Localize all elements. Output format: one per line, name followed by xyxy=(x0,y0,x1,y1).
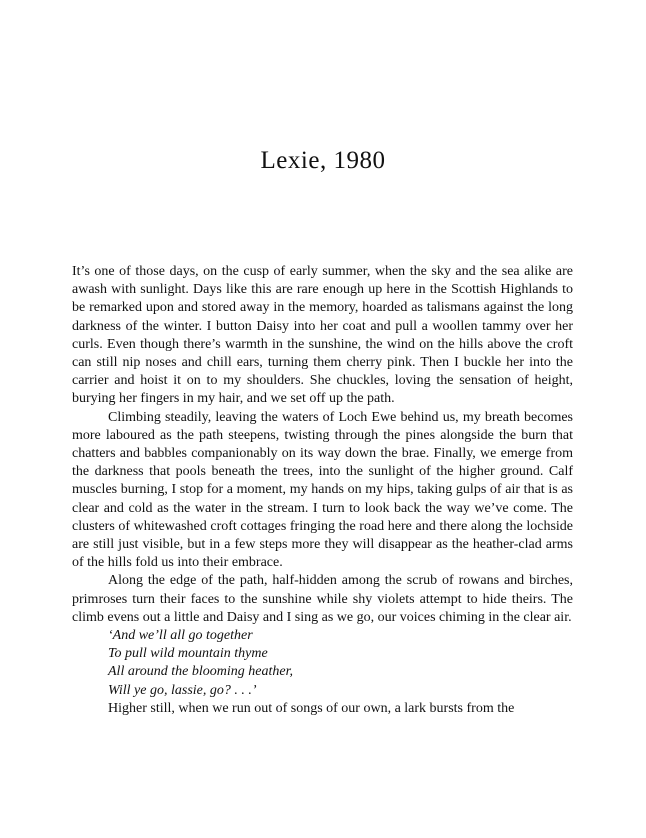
verse-line: ‘And we’ll all go together xyxy=(108,628,253,644)
paragraph-along-path: Along the edge of the path, half-hidden among the scrub of rowans and birches, primroses turn their faces to the sunshine while shy violets attempt to hide theirs. The climb evens out a little and Daisy and I sing as we go, our voices chiming in the clear air. xyxy=(72,573,573,625)
paragraph-climbing: Climbing steadily, leaving the waters of Loch Ewe behind us, my breath becomes more laboured as the path steepens, twisting through the pines alongside the burn that chatters and babbles companionably on its way down the brae. Finally, we emerge from the darkness that pools beneath the trees, into the sunlight of the higher ground. Calf muscles burning, I stop for a moment, my hands on my hips, taking gulps of air that is as clear and cold as the water in the stream. I turn to look back the way we’ve come. The clusters of whitewashed croft cottages fringing the road here and there along the lochside are still just visible, but in a few steps more they will disappear as the heather-clad arms of the hills fold us into their embrace. xyxy=(72,409,573,571)
paragraph-higher-still: Higher still, when we run out of songs of our own, a lark bursts from the xyxy=(108,700,515,716)
paragraph-opening: It’s one of those days, on the cusp of early summer, when the sky and the sea alike are awash with sunlight. Days like this are rare enough up here in the Scottish Highlands to be remarked upon and stored away in the memory, hoarded as talismans against the long darkness of the winter. I button Daisy into her coat and pull a woollen tammy over her curls. Even though there’s warmth in the sunshine, the wind on the hills above the croft can still nip noses and chill ears, turning them cherry pink. Then I buckle her into the carrier and hoist it on to my shoulders. She chuckles, loving the sensation of height, burying her fingers in my hair, and we set off up the path. xyxy=(72,264,573,407)
verse-line: Will ye go, lassie, go? . . .’ xyxy=(108,682,257,698)
body-text xyxy=(72,263,573,718)
song-verse xyxy=(108,627,573,700)
verse-line: All around the blooming heather, xyxy=(108,664,293,680)
verse-line: To pull wild mountain thyme xyxy=(108,646,268,662)
chapter-title: Lexie, 1980 xyxy=(260,147,386,174)
